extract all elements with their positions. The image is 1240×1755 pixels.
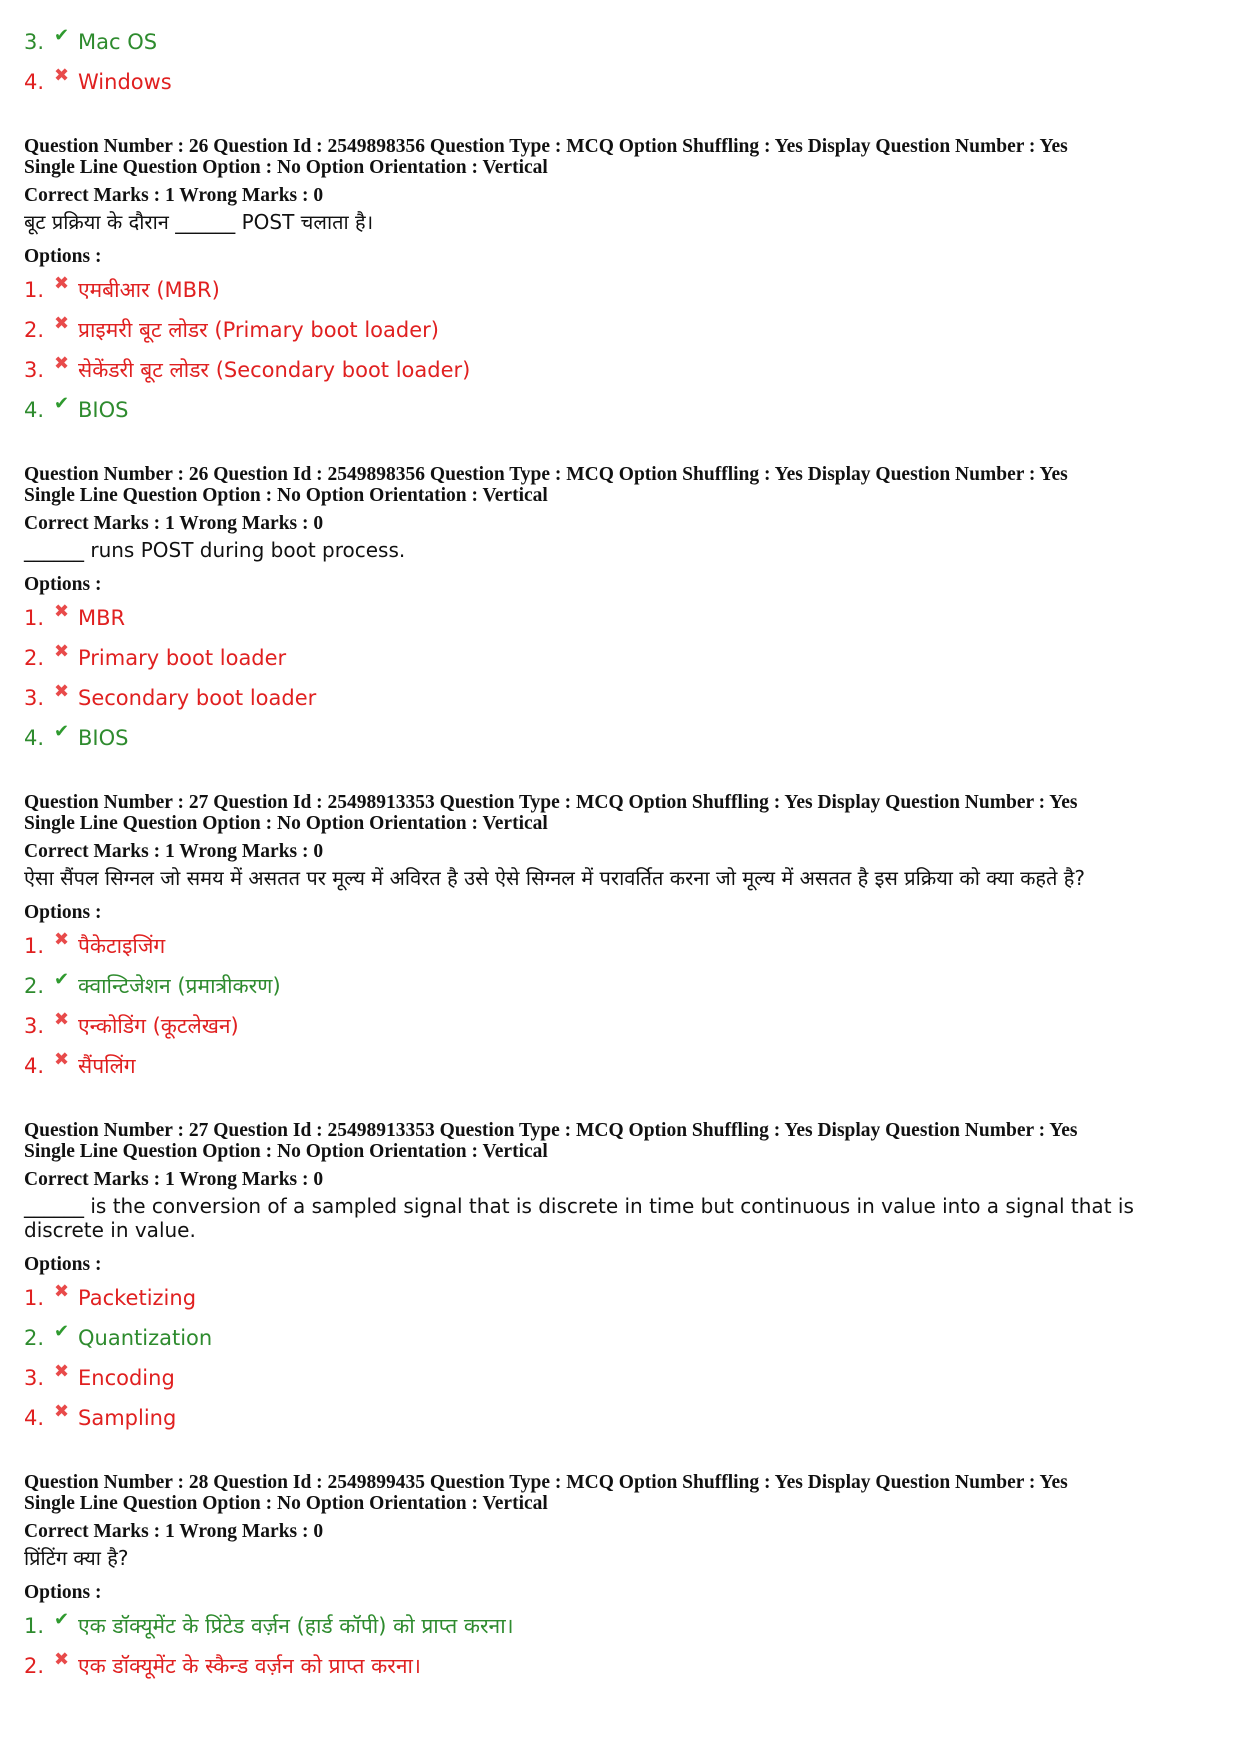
question-block: [24, 464, 1240, 758]
option-text: BIOS: [78, 398, 129, 422]
option-number: 4.: [24, 1054, 45, 1078]
option-item: [24, 310, 1240, 350]
option-text: सेकेंडरी बूट लोडर (Secondary boot loader): [78, 358, 471, 382]
option-text: Quantization: [78, 1326, 213, 1350]
check-icon: ✔: [54, 393, 70, 414]
option-item: [24, 966, 1240, 1006]
question-marks: Correct Marks : 1 Wrong Marks : 0: [24, 841, 324, 862]
cross-icon: ✖: [54, 1401, 70, 1422]
option-number: 2.: [24, 318, 45, 342]
question-block: [24, 136, 1240, 430]
option-item: [24, 350, 1240, 390]
option-item: [24, 1006, 1240, 1046]
option-item: [24, 926, 1240, 966]
question-block: [24, 1120, 1240, 1438]
option-number: 4.: [24, 1406, 45, 1430]
option-item: [24, 678, 1240, 718]
cross-icon: ✖: [54, 681, 70, 702]
cross-icon: ✖: [54, 1009, 70, 1030]
option-text: एन्कोडिंग (कूटलेखन): [78, 1014, 239, 1038]
option-number: 1.: [24, 1286, 45, 1310]
question-marks: Correct Marks : 1 Wrong Marks : 0: [24, 513, 324, 534]
option-number: 1.: [24, 934, 45, 958]
question-marks: Correct Marks : 1 Wrong Marks : 0: [24, 1521, 324, 1542]
option-item: [24, 22, 1240, 62]
option-text: एमबीआर (MBR): [78, 278, 220, 302]
option-text: क्वान्टिजेशन (प्रमात्रीकरण): [78, 974, 281, 998]
option-item: [24, 390, 1240, 430]
option-item: [24, 1046, 1240, 1086]
option-number: 3.: [24, 1014, 45, 1038]
cross-icon: ✖: [54, 1361, 70, 1382]
cross-icon: ✖: [54, 641, 70, 662]
question-meta-line2: Single Line Question Option : No Option Orientation : Vertical: [24, 485, 548, 506]
cross-icon: ✖: [54, 313, 70, 334]
question-marks: Correct Marks : 1 Wrong Marks : 0: [24, 185, 324, 206]
option-number: 4.: [24, 70, 45, 94]
option-number: 2.: [24, 646, 45, 670]
cross-icon: ✖: [54, 929, 70, 950]
option-text: Primary boot loader: [78, 646, 287, 670]
cross-icon: ✖: [54, 273, 70, 294]
cross-icon: ✖: [54, 601, 70, 622]
option-text: एक डॉक्यूमेंट के प्रिंटेड वर्ज़न (हार्ड कॉपी) को प्राप्त करना।: [78, 1614, 514, 1638]
question-text: प्रिंटिंग क्या है?: [24, 1546, 129, 1570]
option-text: Packetizing: [78, 1286, 197, 1310]
question-meta-line2: Single Line Question Option : No Option Orientation : Vertical: [24, 813, 548, 834]
question-meta-line1: Question Number : 28 Question Id : 2549899435 Question Type : MCQ Option Shuffling : Yes Display Question Number : Yes: [24, 1472, 1068, 1493]
option-number: 2.: [24, 1654, 45, 1678]
cross-icon: ✖: [54, 1649, 70, 1670]
option-number: 4.: [24, 398, 45, 422]
options-label: Options :: [24, 1582, 102, 1603]
option-number: 3.: [24, 1366, 45, 1390]
check-icon: ✔: [54, 1321, 70, 1342]
question-block: [24, 1472, 1240, 1686]
question-block: [24, 792, 1240, 1086]
option-number: 3.: [24, 686, 45, 710]
question-meta-line1: Question Number : 26 Question Id : 2549898356 Question Type : MCQ Option Shuffling : Yes Display Question Number : Yes: [24, 136, 1068, 157]
question-text: ऐसा सैंपल सिग्नल जो समय में असतत पर मूल्य में अविरत है उसे ऐसे सिग्नल में परावर्तित करना जो मूल्य में असतत है इस प्रक्रिया को क्या कहते है?: [24, 866, 1086, 890]
option-number: 4.: [24, 726, 45, 750]
option-item: [24, 1358, 1240, 1398]
option-item: [24, 62, 1240, 102]
options-label: Options :: [24, 246, 102, 267]
cross-icon: ✖: [54, 1049, 70, 1070]
option-number: 3.: [24, 358, 45, 382]
option-number: 1.: [24, 278, 45, 302]
option-item: [24, 718, 1240, 758]
check-icon: ✔: [54, 1609, 70, 1630]
question-list: [24, 136, 1240, 1686]
previous-question-options: [24, 22, 1240, 102]
option-text: Windows: [78, 70, 172, 94]
option-number: 1.: [24, 606, 45, 630]
option-text: MBR: [78, 606, 126, 630]
options-label: Options :: [24, 902, 102, 923]
option-item: [24, 270, 1240, 310]
question-meta-line1: Question Number : 27 Question Id : 25498913353 Question Type : MCQ Option Shuffling : Yes Display Question Number : Yes: [24, 1120, 1078, 1141]
options-label: Options :: [24, 1254, 102, 1275]
option-item: [24, 638, 1240, 678]
option-item: [24, 1646, 1240, 1686]
option-text: Secondary boot loader: [78, 686, 317, 710]
question-text: बूट प्रक्रिया के दौरान ______ POST चलाता है।: [24, 210, 374, 234]
question-meta-line2: Single Line Question Option : No Option Orientation : Vertical: [24, 1141, 548, 1162]
check-icon: ✔: [54, 969, 70, 990]
option-text: सैंपलिंग: [78, 1054, 136, 1078]
option-number: 2.: [24, 974, 45, 998]
check-icon: ✔: [54, 721, 70, 742]
option-text: Mac OS: [78, 30, 158, 54]
cross-icon: ✖: [54, 1281, 70, 1302]
option-text: प्राइमरी बूट लोडर (Primary boot loader): [78, 318, 439, 342]
option-number: 1.: [24, 1614, 45, 1638]
question-text: ______ is the conversion of a sampled signal that is discrete in time but continuous in value into a signal that is discrete in value.: [24, 1194, 1134, 1242]
option-text: Sampling: [78, 1406, 177, 1430]
option-item: [24, 1278, 1240, 1318]
option-item: [24, 598, 1240, 638]
question-meta-line2: Single Line Question Option : No Option Orientation : Vertical: [24, 157, 548, 178]
option-text: पैकेटाइजिंग: [78, 934, 166, 958]
question-meta-line1: Question Number : 26 Question Id : 2549898356 Question Type : MCQ Option Shuffling : Yes Display Question Number : Yes: [24, 464, 1068, 485]
option-number: 3.: [24, 30, 45, 54]
option-text: Encoding: [78, 1366, 175, 1390]
options-label: Options :: [24, 574, 102, 595]
cross-icon: ✖: [54, 65, 70, 86]
option-number: 2.: [24, 1326, 45, 1350]
question-marks: Correct Marks : 1 Wrong Marks : 0: [24, 1169, 324, 1190]
question-text: ______ runs POST during boot process.: [24, 538, 406, 562]
check-icon: ✔: [54, 25, 70, 46]
option-item: [24, 1606, 1240, 1646]
option-item: [24, 1398, 1240, 1438]
option-item: [24, 1318, 1240, 1358]
option-text: BIOS: [78, 726, 129, 750]
question-meta-line2: Single Line Question Option : No Option Orientation : Vertical: [24, 1493, 548, 1514]
option-text: एक डॉक्यूमेंट के स्कैन्ड वर्ज़न को प्राप्त करना।: [78, 1654, 421, 1678]
question-meta-line1: Question Number : 27 Question Id : 25498913353 Question Type : MCQ Option Shuffling : Yes Display Question Number : Yes: [24, 792, 1078, 813]
cross-icon: ✖: [54, 353, 70, 374]
